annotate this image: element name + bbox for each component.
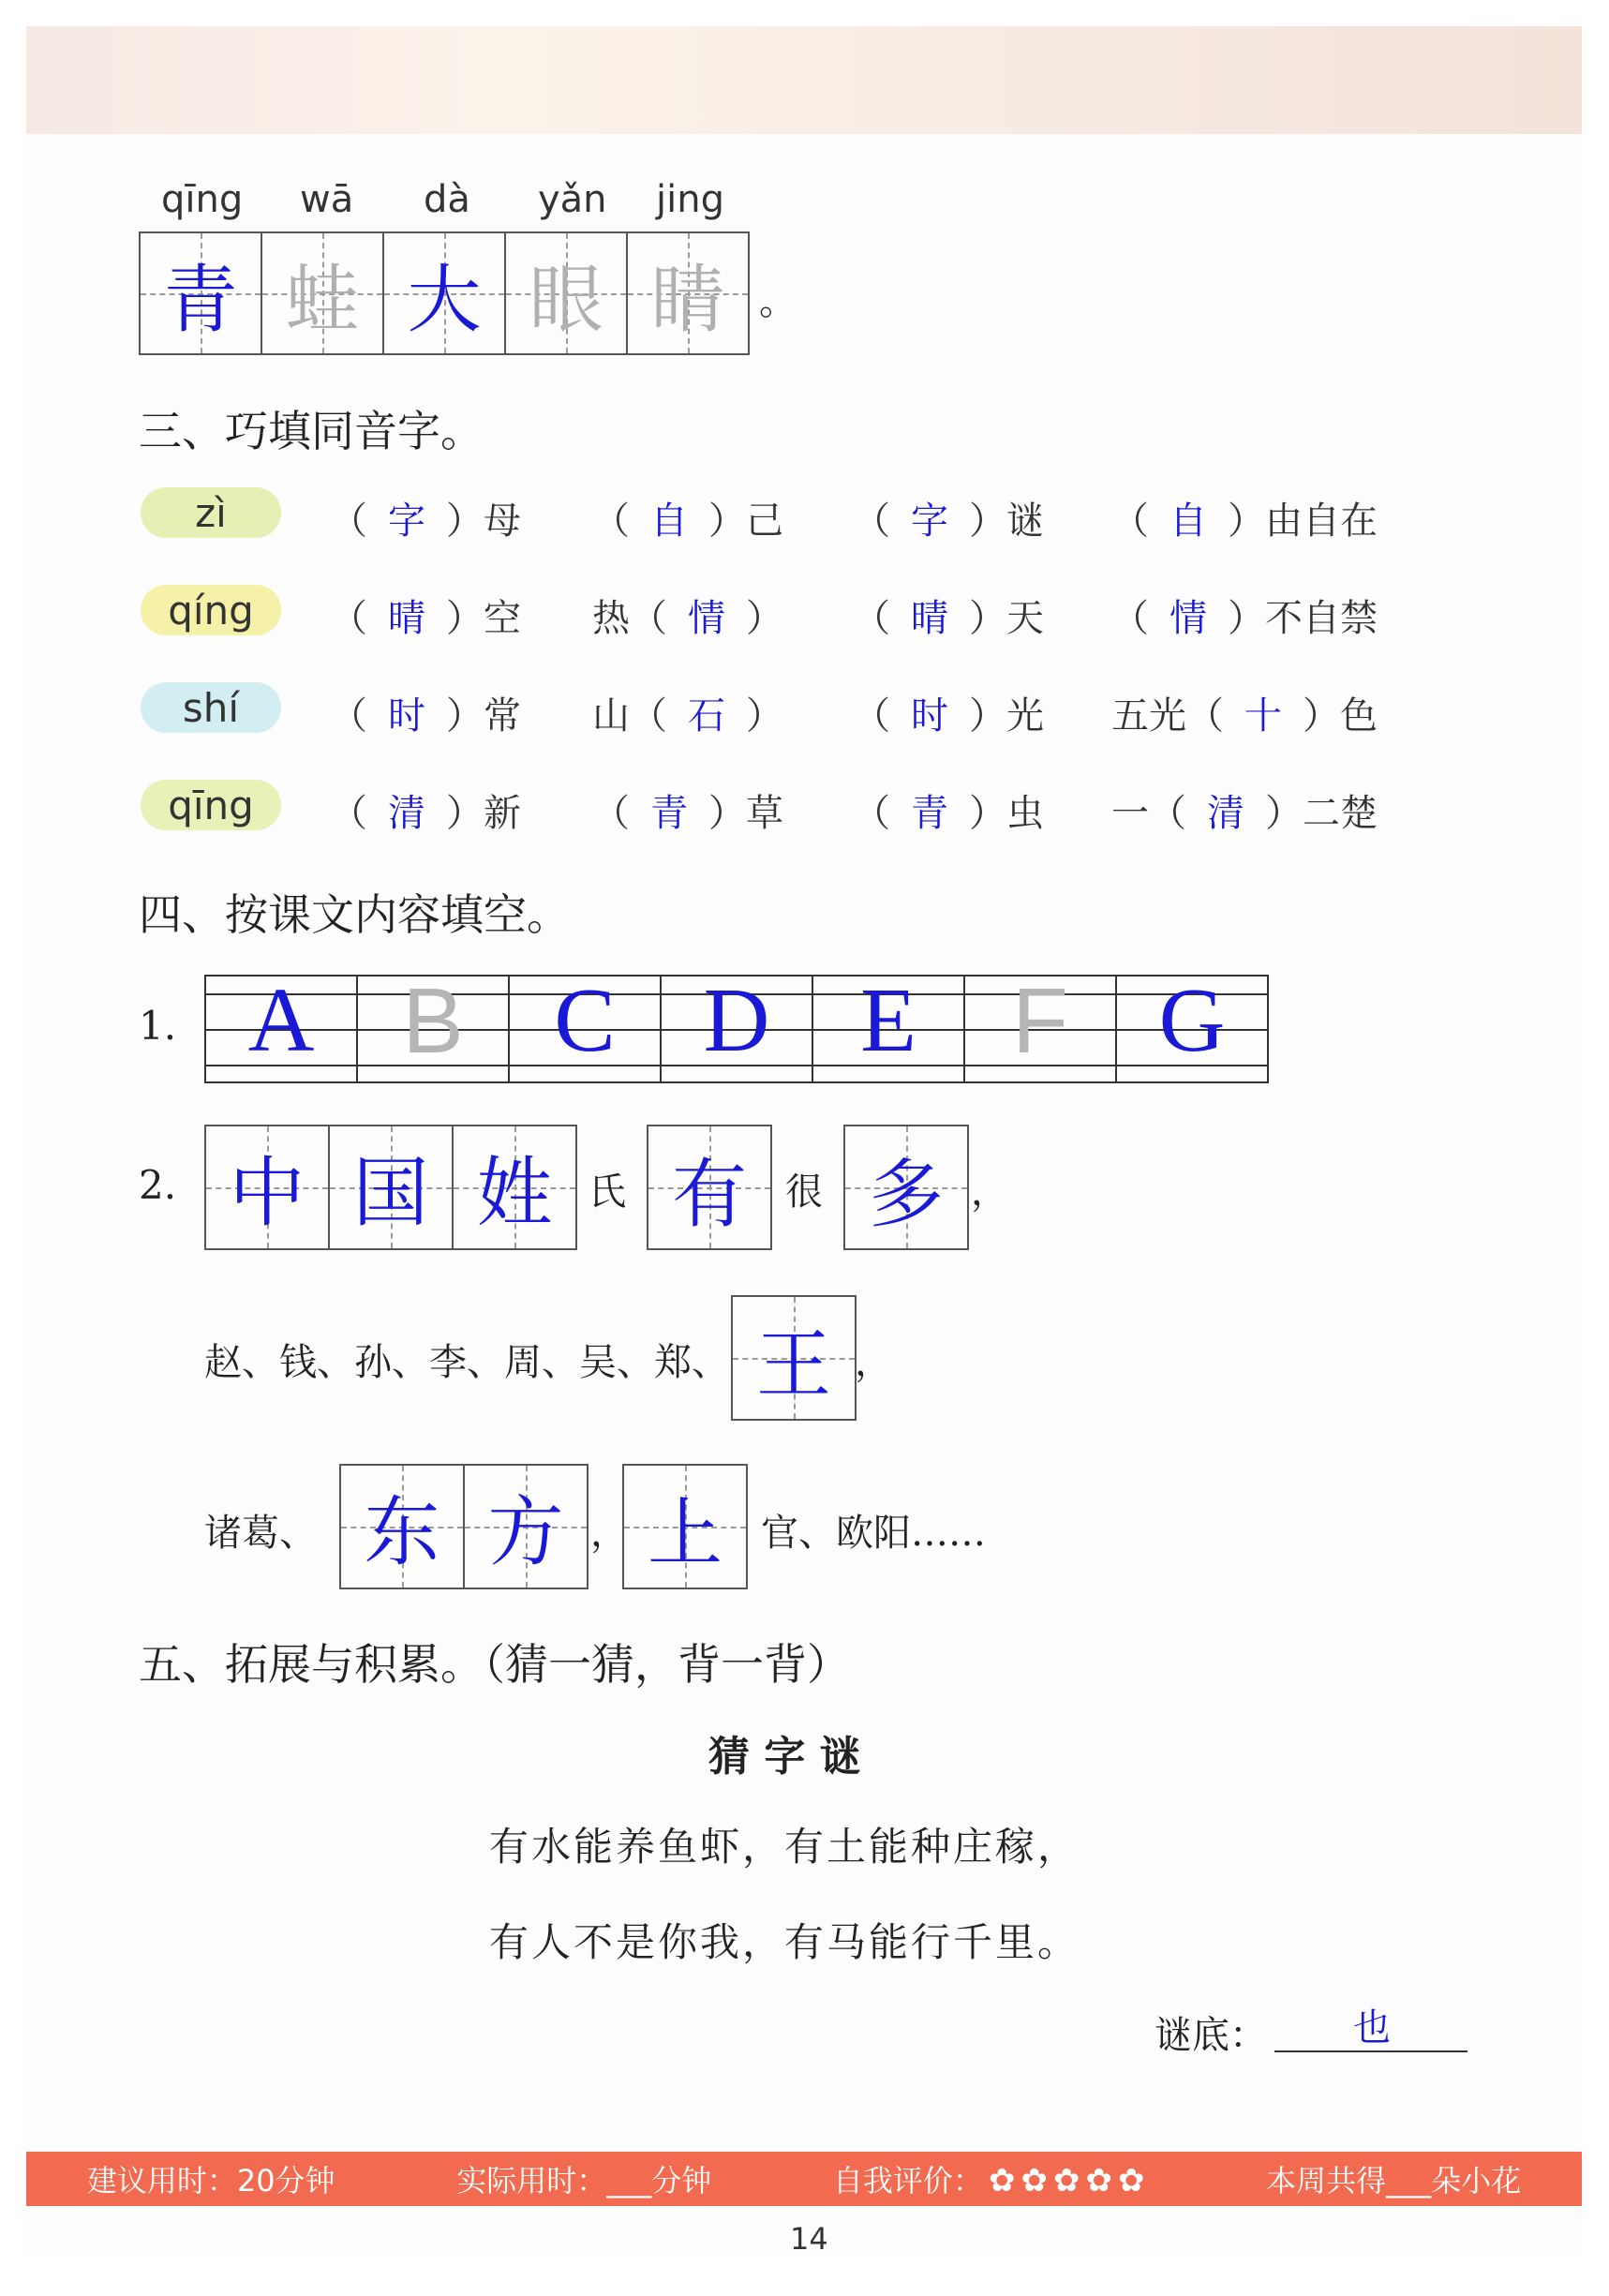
homophone-pinyin-label: shí [141,682,281,733]
q2-grid-zhongguoxing [204,1125,577,1250]
letter: A [247,970,315,1071]
grid-char: 中 [229,1150,305,1238]
flower-icon: ✿ [1021,2162,1048,2199]
q1-number: 1. [139,1003,177,1049]
zhuge-text: 诸葛、 [204,1512,317,1555]
char-cell [648,1126,770,1248]
letter: C [554,970,616,1071]
grid-char: 国 [352,1150,429,1238]
grid-char: 多 [869,1150,944,1238]
top-decoration [26,26,1582,134]
footer-weekly: 本周共得___朵小花 [1266,2163,1522,2199]
pinyin-syllable: qīng [161,178,244,221]
section5-title: 五、拓展与积累。（猜一猜，背一背） [139,1639,850,1690]
homophone-pinyin-label: zì [141,487,281,538]
q2-grid-duo [843,1125,969,1250]
grid-char: 姓 [476,1150,553,1238]
dongfang-comma: ， [590,1512,628,1555]
homophone-blank: （ 时 ）常 [330,694,521,738]
homophone-blank: （ 时 ）光 [853,694,1044,738]
grid-char: 蛙 [285,257,360,343]
flower-icon: ✿ [988,2162,1016,2199]
section3-title: 三、巧填同音字。 [139,406,484,456]
homophone-blank: （ 青 ）草 [592,792,783,835]
char-cell [384,233,506,353]
letter: F [1012,969,1068,1072]
riddle-answer-label: 谜底： [1155,2014,1267,2057]
riddle-line-2: 有人不是你我，有马能行千里。 [489,1919,1080,1965]
flower-icon: ✿ [1085,2162,1112,2199]
surname-list: 赵、钱、孙、李、周、吴、郑、 [204,1341,729,1384]
homophone-blank: 热（ 情 ） [592,597,783,640]
grid-char: 青 [163,257,238,343]
grid-char: 东 [364,1489,440,1577]
shang-grid [622,1464,748,1589]
riddle-answer: 也 [1353,2006,1391,2050]
flower-rating [983,2163,1145,2199]
letter-cell [662,970,813,1081]
surname-answer-grid [731,1295,857,1421]
char-cell [506,233,628,353]
homophone-blank: （ 字 ）谜 [853,499,1044,543]
char-cell [845,1126,967,1248]
letter: B [402,969,464,1072]
letter-cell [965,969,1117,1081]
homophone-blank: （ 晴 ）天 [853,597,1044,640]
grid-char: 睛 [650,257,725,343]
char-cell [624,1466,746,1588]
q2-number: 2. [139,1162,177,1208]
homophone-blank: 山（ 石 ） [592,694,783,738]
homophone-pinyin-label: qíng [141,585,281,635]
q2-comma: ， [971,1170,1008,1214]
letter: D [703,970,770,1071]
pinyin-syllable: jing [656,178,724,221]
q2-shi: 氏 [588,1170,626,1214]
grid-char: 有 [672,1150,747,1238]
char-cell [465,1466,587,1588]
surname-comma: ， [855,1341,892,1384]
word-char-grid [139,231,750,355]
char-cell [206,1126,330,1248]
letter-grid [204,969,1269,1083]
pinyin-syllable: dà [424,178,470,221]
char-cell [341,1466,465,1588]
footer-suggested-time: 建议用时：20分钟 [86,2163,335,2199]
letter-cell [1117,970,1267,1081]
homophone-blank: （ 自 ）由自在 [1111,499,1378,543]
grid-char: 方 [487,1489,564,1577]
pinyin-syllable: wā [300,178,354,221]
footer-self-eval [833,2157,1145,2200]
grid-char: 眼 [529,257,603,343]
homophone-blank: 五光（ 十 ）色 [1111,694,1378,738]
flower-icon: ✿ [1117,2162,1145,2199]
pinyin-syllable: yǎn [538,178,607,221]
word-period: 。 [759,280,797,323]
homophone-blank: 一（ 清 ）二楚 [1111,792,1378,835]
footer-actual-time: 实际用时：___分钟 [456,2163,712,2199]
homophone-blank: （ 青 ）虫 [853,792,1044,835]
letter: G [1158,970,1226,1071]
q2-hen: 很 [785,1170,823,1214]
footer-self-eval-label: 自我评价： [832,2163,983,2199]
homophone-pinyin-label: qīng [141,780,281,830]
homophone-blank: （ 晴 ）空 [330,597,521,640]
char-cell [330,1126,454,1248]
grid-char: 王 [756,1320,831,1409]
char-cell [141,233,262,353]
letter-cell [358,969,510,1081]
char-cell [262,233,384,353]
dongfang-grid [339,1464,588,1589]
homophone-blank: （ 清 ）新 [330,792,521,835]
riddle-line-1: 有水能养鱼虾，有土能种庄稼， [489,1824,1080,1870]
letter-cell [206,970,358,1081]
grid-char: 大 [407,257,482,343]
section4-title: 四、按课文内容填空。 [139,889,570,940]
homophone-blank: （ 自 ）己 [592,499,783,543]
letter: E [860,970,916,1071]
page-number: 14 [790,2221,828,2257]
char-cell [454,1126,575,1248]
riddle-title: 猜 字 谜 [708,1733,861,1781]
char-cell [628,233,748,353]
footer-bar [26,2152,1582,2206]
q2-grid-you [647,1125,772,1250]
homophone-blank: （ 情 ）不自禁 [1111,597,1378,640]
flower-icon: ✿ [1052,2162,1080,2199]
grid-char: 上 [648,1489,723,1577]
guan-text: 官、欧阳…… [761,1512,986,1555]
letter-cell [813,970,965,1081]
homophone-blank: （ 字 ）母 [330,499,521,543]
char-cell [733,1297,855,1419]
letter-cell [510,970,662,1081]
